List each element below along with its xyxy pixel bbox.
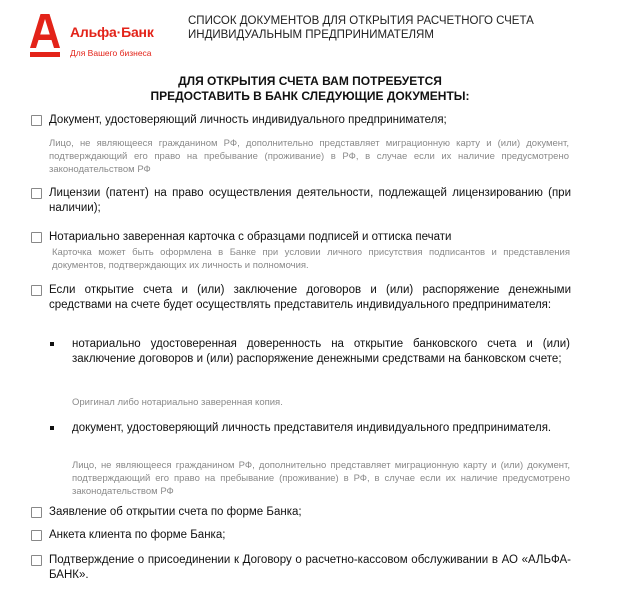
checklist-item-text: Заявление об открытии счета по форме Банка;: [49, 506, 302, 518]
section-heading-line: ПРЕДОСТАВИТЬ В БАНК СЛЕДУЮЩИЕ ДОКУМЕНТЫ:: [150, 89, 470, 103]
checklist-item-representative: [31, 283, 571, 313]
checklist-item-text: Лицензии (патент) на право осуществления деятельности, подлежащей лицензированию (при наличии);: [49, 187, 571, 214]
checkbox[interactable]: [31, 555, 42, 566]
checklist-item-client-form: [31, 528, 571, 543]
section-heading: [0, 74, 620, 104]
checklist-item-license: [31, 186, 571, 216]
checkbox[interactable]: [31, 115, 42, 126]
sub-item-text: нотариально удостоверенная доверенность на открытие банковского счета и (или) заключение договоров и (или) распоряжение денежными средствами на банковском счете;: [72, 338, 570, 365]
sub-item-text: документ, удостоверяющий личность представителя индивидуального предпринимателя.: [72, 422, 552, 434]
checklist-item-text: Документ, удостоверяющий личность индивидуального предпринимателя;: [49, 114, 447, 126]
checkbox[interactable]: [31, 507, 42, 518]
checklist-item-text: Анкета клиента по форме Банка;: [49, 529, 226, 541]
sub-item-note: Лицо, не являющееся гражданином РФ, дополнительно представляет миграционную карту и (или) документ, подтверждающий его право на пребывание (проживание) в РФ, в случае если их наличие предусмотрено законодательством РФ: [72, 460, 570, 497]
item-note: Лицо, не являющееся гражданином РФ, дополнительно представляет миграционную карту и (или) документ, подтверждающий его право на пребывание (проживание) в РФ, в случае если их наличие предусмотрено законодательством РФ: [49, 138, 569, 175]
alfa-a-icon: [30, 14, 60, 58]
bullet-icon: [50, 342, 54, 346]
bullet-icon: [50, 426, 54, 430]
document-title-line: СПИСОК ДОКУМЕНТОВ ДЛЯ ОТКРЫТИЯ РАСЧЕТНОГО СЧЕТА: [188, 15, 534, 27]
sub-item-note: Оригинал либо нотариально заверенная копия.: [72, 397, 283, 408]
checklist-item-text: Нотариально заверенная карточка с образцами подписей и оттиска печати: [49, 231, 452, 243]
sub-item-representative-id: [50, 421, 570, 436]
document-title: [188, 14, 608, 42]
document-title-line: ИНДИВИДУАЛЬНЫМ ПРЕДПРИНИМАТЕЛЯМ: [188, 29, 434, 41]
sub-item-power-of-attorney: [50, 337, 570, 367]
checklist-item-signature-card: [31, 230, 571, 245]
checklist-item-accession: [31, 553, 571, 583]
checkbox[interactable]: [31, 232, 42, 243]
checklist-item-text: Если открытие счета и (или) заключение договоров и (или) распоряжение денежными средствами на счете будет осуществлять представитель индивидуального предпринимателя:: [49, 284, 571, 311]
checklist-item-text: Подтверждение о присоединении к Договору о расчетно-кассовом обслуживании в АО «АЛЬФА-БАНК».: [49, 554, 571, 581]
alfa-bank-logo: [30, 14, 180, 64]
checkbox[interactable]: [31, 530, 42, 541]
logo-name: Альфа·Банк: [70, 24, 154, 40]
checklist-item-application: [31, 505, 571, 520]
logo-tagline: Для Вашего бизнеса: [70, 48, 152, 58]
item-note: Карточка может быть оформлена в Банке при условии личного присутствия подписантов и представления документов, подтверждающих их личность и полномочия.: [52, 247, 570, 271]
checklist-item-id-document: [31, 113, 571, 128]
checkbox[interactable]: [31, 188, 42, 199]
section-heading-line: ДЛЯ ОТКРЫТИЯ СЧЕТА ВАМ ПОТРЕБУЕТСЯ: [178, 74, 442, 88]
checkbox[interactable]: [31, 285, 42, 296]
